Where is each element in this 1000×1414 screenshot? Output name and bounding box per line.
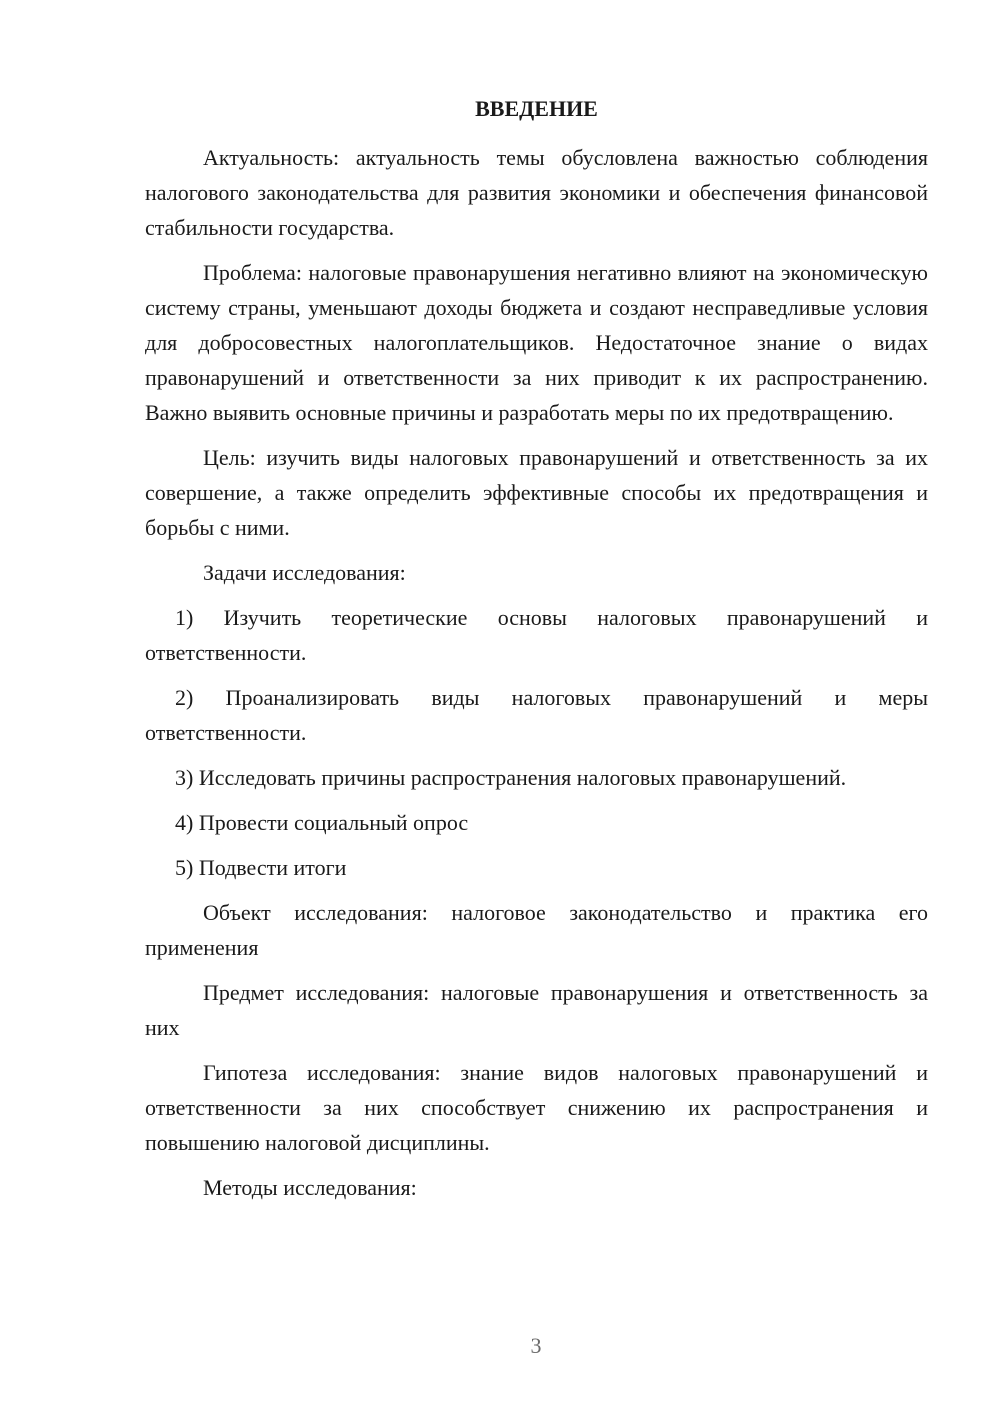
paragraph-object: Объект исследования: налоговое законодательство и практика его применения <box>145 900 928 960</box>
page-number: 3 <box>530 1333 542 1358</box>
task-item-1: 1) Изучить теоретические основы налоговых правонарушений и ответственности. <box>145 605 928 665</box>
paragraph-tasks-heading: Задачи исследования: <box>203 560 406 585</box>
task-item-5: 5) Подвести итоги <box>175 855 347 880</box>
paragraph-problem: Проблема: налоговые правонарушения негативно влияют на экономическую систему страны, уменьшают доходы бюджета и создают несправедливые условия для добросовестных налогоплательщиков. Недостаточное знание о видах правонарушений и ответственности за них приводит к их распространению. Важно выявить основные причины и разработать меры по их предотвращению. <box>145 260 928 425</box>
task-item-4: 4) Провести социальный опрос <box>175 810 469 835</box>
paragraph-goal: Цель: изучить виды налоговых правонарушений и ответственность за их совершение, а также определить эффективные способы их предотвращения и борьбы с ними. <box>145 445 928 540</box>
paragraph-subject: Предмет исследования: налоговые правонарушения и ответственность за них <box>145 980 928 1040</box>
paragraph-relevance: Актуальность: актуальность темы обусловлена важностью соблюдения налогового законодательства для развития экономики и обеспечения финансовой стабильности государства. <box>145 145 928 240</box>
page-title: ВВЕДЕНИЕ <box>475 96 598 121</box>
paragraph-methods: Методы исследования: <box>203 1175 417 1200</box>
paragraph-hypothesis: Гипотеза исследования: знание видов налоговых правонарушений и ответственности за них способствует снижению их распространения и повышению налоговой дисциплины. <box>145 1060 928 1155</box>
task-item-3: 3) Исследовать причины распространения налоговых правонарушений. <box>175 765 847 790</box>
task-item-2: 2) Проанализировать виды налоговых правонарушений и меры ответственности. <box>145 685 928 745</box>
document-body <box>145 95 928 1215</box>
